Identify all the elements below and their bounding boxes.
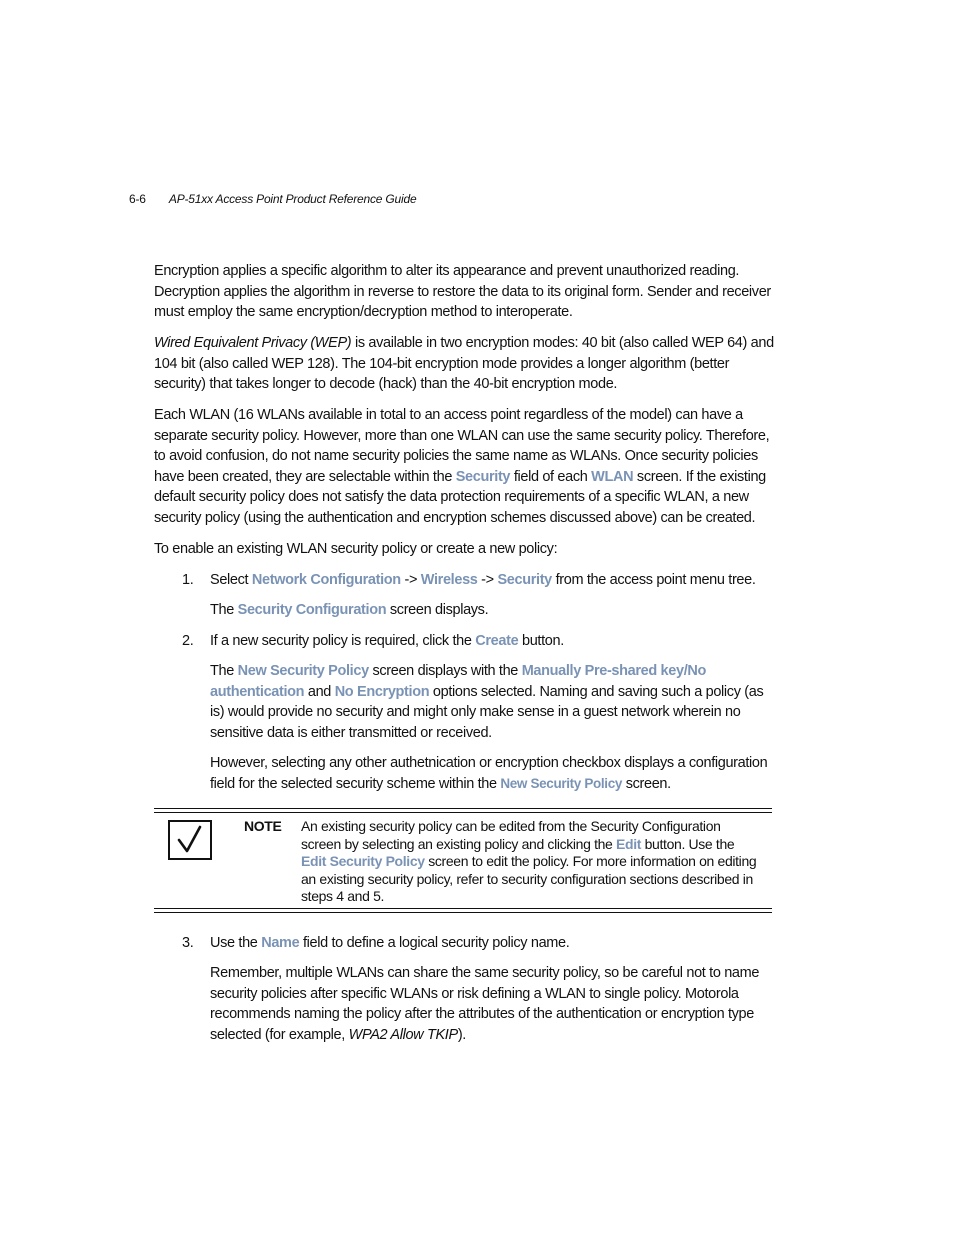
security-configuration-ref: Security Configuration <box>237 602 387 618</box>
new-security-policy-ref: New Security Policy <box>500 775 623 791</box>
step-1: 1. Select Network Configuration -> Wireless -> Security from the access point menu tree. The Security Configuration screen displays. <box>182 571 756 618</box>
wireless-ref: Wireless <box>420 571 478 588</box>
note-label: NOTE <box>244 818 282 834</box>
step-number: 2. <box>182 632 194 649</box>
step-2: 2. If a new security policy is required, click the Create button. The New Security Policy screen displays with the Manually Pre-shared key/No authentication and No Encryption options selected. Naming and saving such a policy (as is) would provide no security and might only make sense in a guest network wherein no sensitive data is either transmitted or received. However, selecting any other authetnication or encryption checkbox displays a configuration field for the selected security scheme within the New Security Policy screen. <box>182 632 768 792</box>
paragraph-intro-steps: To enable an existing WLAN security policy or create a new policy: <box>154 540 558 557</box>
note-box <box>154 808 772 913</box>
main-content <box>154 261 776 1051</box>
note-text: An existing security policy can be edited from the Security Configuration screen by selecting an existing policy and clicking the Edit button. Use the Edit Security Policy screen to edit the policy. For more information on editing an existing security policy, refer to security configuration sections described in steps 4 and 5. <box>301 818 757 904</box>
manual-psk-ref: Manually Pre-shared key/No authentication <box>210 663 707 700</box>
wep-term: Wired Equivalent Privacy (WEP) <box>154 335 352 351</box>
name-field-ref: Name <box>261 934 300 951</box>
paragraph-wep: Wired Equivalent Privacy (WEP) is available in two encryption modes: 40 bit (also called WEP 64) and 104 bit (also called WEP 128). The 104-bit encryption mode provides a longer algorithm (better security) that takes longer to decode (hack) than the 40-bit encryption mode. <box>154 335 774 392</box>
wlan-screen-ref: WLAN <box>591 468 634 485</box>
edit-security-policy-ref: Edit Security Policy <box>301 853 425 869</box>
security-ref: Security <box>497 571 552 588</box>
step-number: 1. <box>182 571 194 588</box>
security-field-ref: Security <box>455 468 511 485</box>
page-header <box>129 192 416 206</box>
create-button-ref: Create <box>475 632 519 649</box>
checkmark-icon <box>168 820 212 860</box>
edit-button-ref: Edit <box>616 835 642 852</box>
network-configuration-ref: Network Configuration <box>251 571 401 588</box>
paragraph-encryption: Encryption applies a specific algorithm to alter its appearance and prevent unauthorized reading. Decryption applies the algorithm in reverse to restore the data to its original form. Sender and receiver must employ the same encryption/decryption method to interoperate. <box>154 263 771 320</box>
step-number: 3. <box>182 934 194 951</box>
step-3: 3. Use the Name field to define a logical security policy name. Remember, multiple WLANs can share the same security policy, so be careful not to name security policies after specific WLANs or risk defining a WLAN to single policy. Motorola recommends naming the policy after the attributes of the authentication or encryption type selected (for example, WPA2 Allow TKIP). <box>182 934 760 1043</box>
guide-title: AP-51xx Access Point Product Reference Guide <box>168 192 417 206</box>
new-security-policy-ref: New Security Policy <box>237 663 369 679</box>
example-policy-name: WPA2 Allow TKIP <box>348 1026 458 1043</box>
steps-list-continued <box>154 933 776 1046</box>
page-number: 6-6 <box>129 192 146 206</box>
no-encryption-ref: No Encryption <box>334 683 430 700</box>
paragraph-wlan-policy: Each WLAN (16 WLANs available in total to an access point regardless of the model) can have a separate security policy. However, more than one WLAN can use the same security policy. Therefore, to avoid confusion, do not name security policies the same name as WLANs. Once security policies have been created, they are selectable within the Security field of each WLAN screen. If the existing default security policy does not satisfy the data protection requirements of a specific WLAN, a new security policy (using the authentication and encryption schemes discussed above) can be created. <box>154 407 770 526</box>
steps-list <box>154 570 776 795</box>
